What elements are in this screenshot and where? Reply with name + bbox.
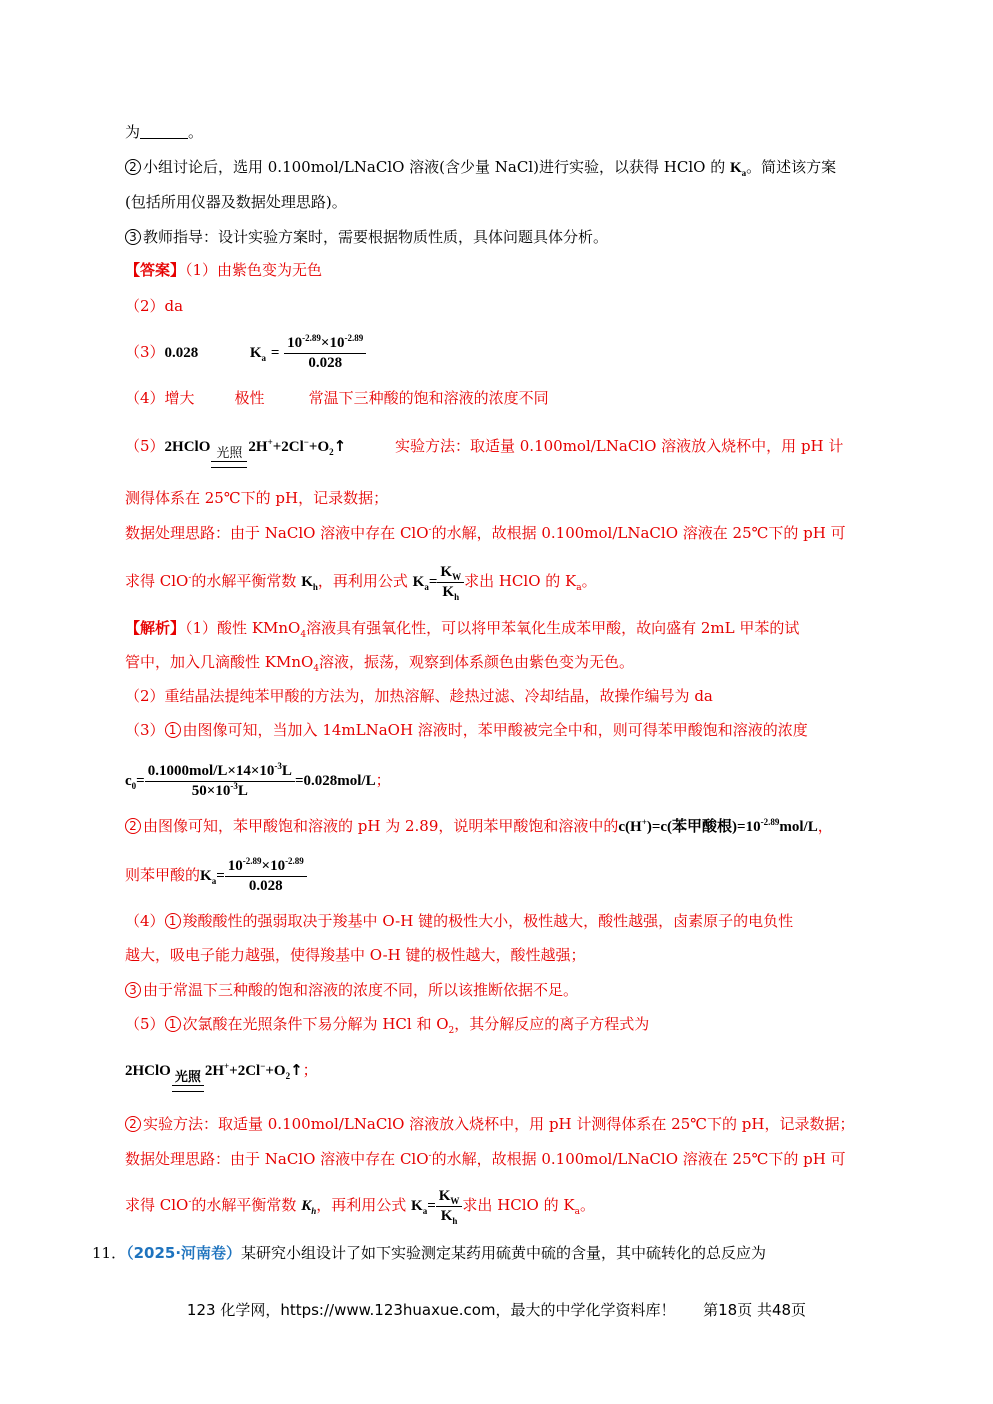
q-text: 为 (125, 123, 141, 141)
analysis-line-12: 数据处理思路：由于 NaClO 溶液中存在 ClO-的水解，故根据 0.100mol/LNaClO 溶液在 25℃下的 pH 可 (125, 1150, 846, 1168)
q-text: 小组讨论后，选用 0.100mol/LNaClO 溶液(含少量 NaCl)进行实验，以获得 HClO 的 (143, 158, 726, 176)
analysis-line-8: 越大，吸电子能力越强，使得羧基中 O-H 键的极性越大，酸性越强； (125, 946, 586, 964)
page-footer (0, 1299, 993, 1320)
ka-symbol: $K_a$ (729, 160, 747, 178)
page-number: 第18页 共48页 (703, 1301, 807, 1319)
q-line-3: (包括所用仪器及数据处理思路)。 (125, 193, 347, 211)
question-text: 某研究小组设计了如下实验测定某药用硫黄中硫的含量，其中硫转化的总反应为 (241, 1244, 767, 1262)
analysis-line-5: 2 由图像可知，苯甲酸饱和溶液的 pH 为 2.89，说明苯甲酸饱和溶液中的c(H+)=c(苯甲酸根)$=10^{-2.89}mol/L$， (125, 816, 833, 837)
q-text: 教师指导：设计实验方案时，需要根据物质性质，具体问题具体分析。 (143, 228, 609, 246)
analysis-line-13: 求得 ClO-的水解平衡常数 $K_h$，再利用公式 $K_a=$ $\frac{K_W}{K_h}$ 求出 HClO 的 $K_a$。 (125, 1187, 595, 1226)
ka-fraction: $\frac{10^{-2.89}\times 10^{-2.89}}{0.028}$ (284, 334, 366, 373)
circled-number: 3 (125, 229, 141, 245)
q-text: 。简述该方案 (746, 158, 837, 176)
circled-number: 2 (125, 159, 141, 175)
analysis-line-11: 2 实验方法：取适量 0.100mol/LNaClO 溶液放入烧杯中，用 pH 计测得体系在 25℃下的 pH，记录数据； (125, 1114, 855, 1134)
answer-value: 0.028 (164, 345, 199, 361)
question-number: 11． (92, 1244, 127, 1262)
answer-line-1 (125, 260, 322, 280)
question-11 (92, 1243, 766, 1263)
analysis-c0-equation: $c_0=$ $\frac{0.1000mol/L\times 14\times 10^{-3}L}{50\times 10^{-3}L}$ =0.028mol/L； (125, 760, 391, 799)
analysis-line-10: （5） 1 次氯酸在光照条件下易分解为 HCl 和 $O_2$，其分解反应的离子方程式为 (125, 1015, 650, 1036)
analysis-line-1: 【解析】（1）酸性 KMnO$_4$溶液具有强氧化性，可以将甲苯氧化生成苯甲酸，故向盛有 2mL 甲苯的试 (125, 619, 800, 640)
analysis-line-6: 则苯甲酸的$K_a=$ $\frac{10^{-2.89}\times 10^{-2.89}}{0.028}$ (125, 851, 307, 900)
equation: 2HClO 光照 $2H^++2Cl^-+O_2↑$ (165, 439, 347, 455)
ka-symbol: $K_a$ (249, 345, 267, 363)
answer-line-2: （2）da (125, 297, 184, 315)
analysis-line-4: （3） 1 由图像可知，当加入 14mLNaOH 溶液时，苯甲酸被完全中和，则可得苯甲酸饱和溶液的浓度 (125, 721, 808, 739)
answer-line-3: （3）0.028 $K_a$ = $\frac{10^{-2.89}\times 10^{-2.89}}{0.028}$ (125, 328, 366, 377)
analysis-line-9: 3 由于常温下三种酸的饱和溶液的浓度不同，所以该推断依据不足。 (125, 980, 578, 1000)
answer-line-5: （5）2HClO 光照 $2H^++2Cl^-+O_2↑$ 实验方法：取适量 0.100mol/LNaClO 溶液放入烧杯中，用 pH 计 (125, 422, 843, 471)
answer-line-4: （4）增大 极性 常温下三种酸的饱和溶液的浓度不同 (125, 389, 549, 407)
question-source: （2025·河南卷） (126, 1244, 242, 1262)
q-text: 。 (188, 123, 204, 141)
answer-text: （1）由紫色变为无色 (185, 261, 323, 279)
q-line-2 (125, 157, 836, 178)
answer-line-7: 数据处理思路：由于 NaClO 溶液中存在 ClO-的水解，故根据 0.100mol/LNaClO 溶液在 25℃下的 pH 可 (125, 524, 846, 542)
q-line-1 (125, 122, 203, 142)
answer-text: 实验方法：取适量 0.100mol/LNaClO 溶液放入烧杯中，用 pH 计 (394, 437, 844, 455)
analysis-line-7: （4） 1 羧酸酸性的强弱取决于羧基中 O-H 键的极性大小，极性越大，酸性越强，卤素原子的电负性 (125, 912, 794, 930)
answer-blank (140, 124, 188, 139)
answer-label: 【答案】 (125, 261, 186, 279)
answer-text: （3） (125, 343, 165, 361)
analysis-equation: 2HClO 光照 $2H^++2Cl^-+O_2↑$； (125, 1046, 318, 1095)
footer-site-text: 123 化学网，https://www.123huaxue.com，最大的中学化学资料库！ (186, 1301, 676, 1319)
answer-line-6: 测得体系在 25℃下的 pH，记录数据； (125, 489, 389, 507)
q-line-4 (125, 227, 608, 247)
analysis-label: 【解析】 (125, 619, 186, 637)
analysis-line-2: 管中，加入几滴酸性 KMnO$_4$溶液，振荡，观察到体系颜色由紫色变为无色。 (125, 653, 635, 674)
analysis-line-3: （2）重结晶法提纯苯甲酸的方法为，加热溶解、趁热过滤、冷却结晶，故操作编号为 da (125, 687, 713, 705)
answer-line-8: 求得 ClO-的水解平衡常数 $K_h$，再利用公式 $K_a=$ $\frac{K_W}{K_h}$ 求出 HClO 的 $K_a$。 (125, 563, 597, 602)
